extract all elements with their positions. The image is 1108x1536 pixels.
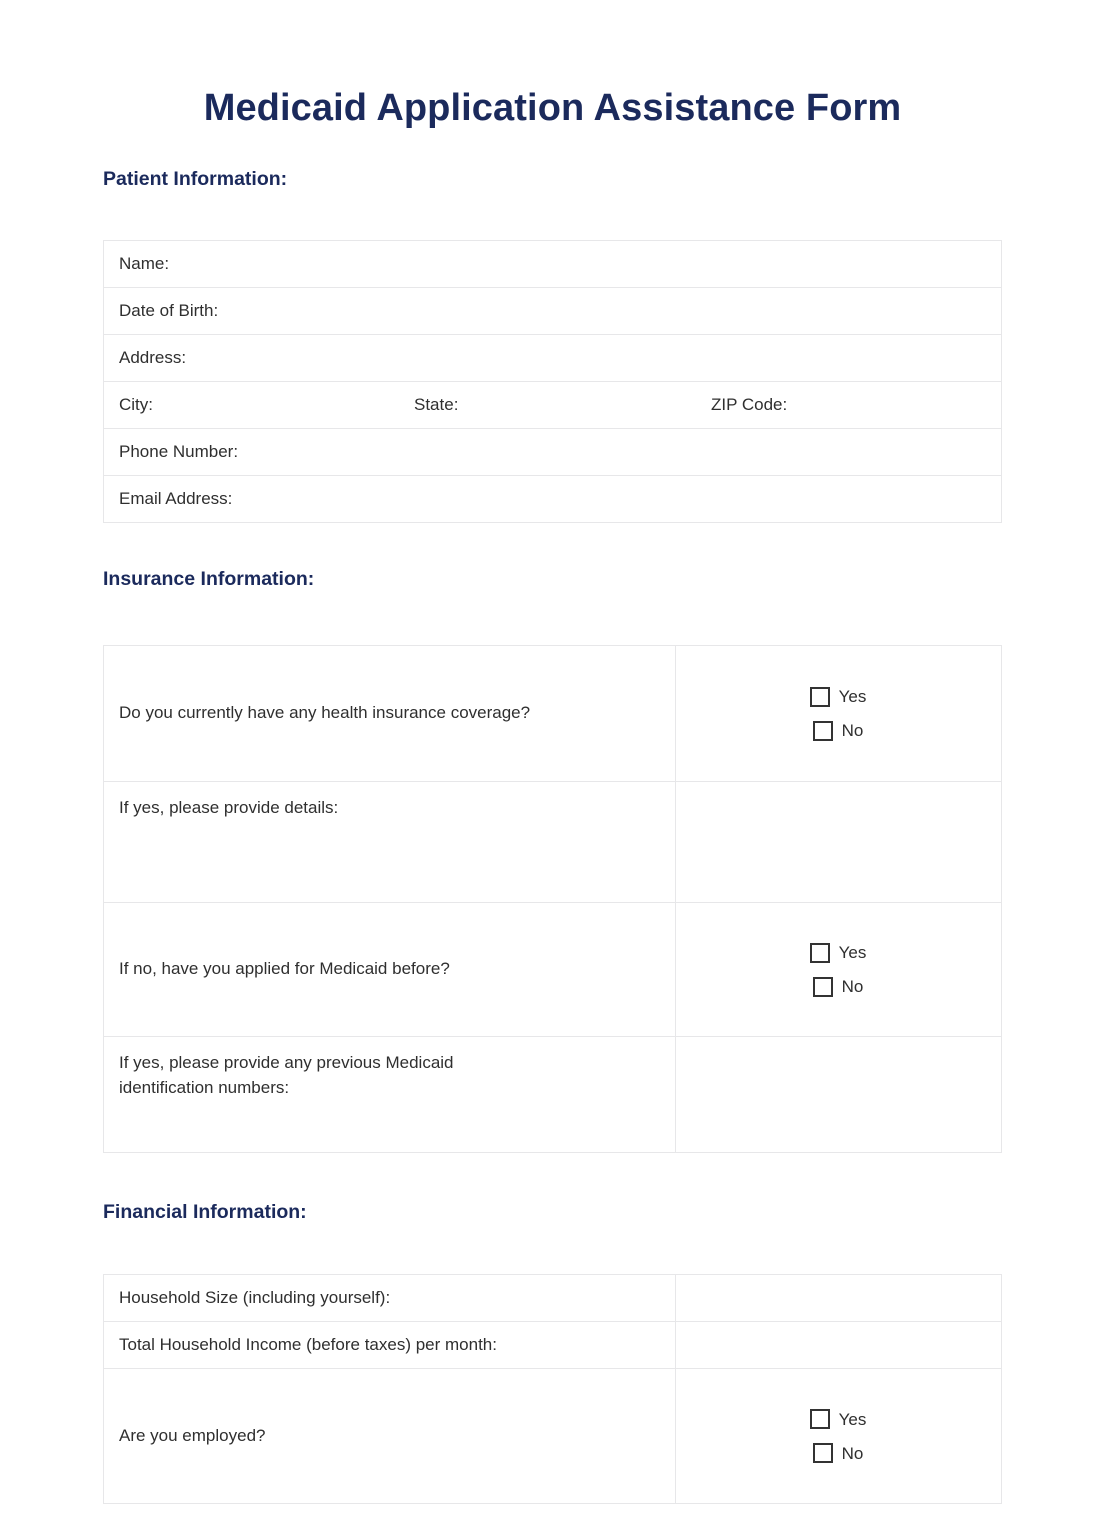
checkbox-option-yes[interactable] xyxy=(810,943,867,963)
insurance-information-table xyxy=(103,645,1002,1153)
question-are-you-employed: Are you employed? xyxy=(119,1425,266,1445)
checkbox-icon[interactable] xyxy=(810,1409,830,1429)
checkbox-label: No xyxy=(841,721,864,740)
answer-applied-medicaid-before xyxy=(675,903,1001,1036)
table-row xyxy=(104,476,1001,523)
table-row xyxy=(104,1037,1001,1153)
field-label-zip-code[interactable]: ZIP Code: xyxy=(711,394,788,414)
checkbox-label: Yes xyxy=(838,687,867,706)
section-heading-patient: Patient Information: xyxy=(103,168,288,190)
checkbox-icon[interactable] xyxy=(810,943,830,963)
answer-are-you-employed xyxy=(675,1369,1001,1503)
table-row xyxy=(104,903,1001,1037)
table-row xyxy=(104,1322,1001,1369)
table-row xyxy=(104,429,1001,476)
checkbox-label: Yes xyxy=(838,943,867,962)
field-label-date-of-birth[interactable]: Date of Birth: xyxy=(119,300,219,320)
checkbox-label: No xyxy=(841,977,864,996)
table-row xyxy=(104,782,1001,903)
section-heading-insurance: Insurance Information: xyxy=(103,568,315,590)
checkbox-option-yes[interactable] xyxy=(810,687,867,707)
question-line-2: identification numbers: xyxy=(119,1077,290,1097)
question-previous-medicaid-id-numbers xyxy=(104,1037,675,1152)
question-total-household-income: Total Household Income (before taxes) per month: xyxy=(119,1334,497,1354)
table-row xyxy=(104,646,1001,782)
financial-information-table xyxy=(103,1274,1002,1504)
table-row xyxy=(104,335,1001,382)
field-label-state[interactable]: State: xyxy=(414,394,459,414)
answer-insurance-details[interactable] xyxy=(675,782,1001,902)
question-household-size: Household Size (including yourself): xyxy=(119,1287,391,1307)
checkbox-label: Yes xyxy=(838,1409,867,1429)
field-label-phone-number[interactable]: Phone Number: xyxy=(119,441,239,461)
checkbox-option-yes[interactable] xyxy=(810,1409,867,1429)
field-label-name[interactable]: Name: xyxy=(119,253,170,273)
table-row xyxy=(104,1275,1001,1322)
checkbox-option-no[interactable] xyxy=(813,977,864,997)
section-heading-financial: Financial Information: xyxy=(103,1201,307,1223)
checkbox-icon[interactable] xyxy=(813,1443,833,1463)
checkbox-option-no[interactable] xyxy=(813,1443,864,1463)
table-row xyxy=(104,1369,1001,1504)
table-row xyxy=(104,241,1001,288)
question-applied-medicaid-before: If no, have you applied for Medicaid before? xyxy=(119,959,450,979)
answer-current-insurance-coverage xyxy=(675,646,1001,781)
patient-information-table xyxy=(103,240,1002,523)
checkbox-icon[interactable] xyxy=(813,977,833,997)
field-label-address[interactable]: Address: xyxy=(119,347,187,367)
question-insurance-details: If yes, please provide details: xyxy=(119,798,339,817)
answer-household-size[interactable] xyxy=(675,1275,1001,1321)
page-title: Medicaid Application Assistance Form xyxy=(203,87,902,129)
question-current-insurance-coverage: Do you currently have any health insurance coverage? xyxy=(119,703,531,723)
checkbox-icon[interactable] xyxy=(810,687,830,707)
checkbox-label: No xyxy=(841,1443,864,1463)
table-row xyxy=(104,288,1001,335)
field-label-email-address[interactable]: Email Address: xyxy=(119,488,233,508)
table-row xyxy=(104,382,1001,429)
checkbox-icon[interactable] xyxy=(813,721,833,741)
answer-previous-medicaid-id-numbers[interactable] xyxy=(675,1037,1001,1152)
answer-total-household-income[interactable] xyxy=(675,1322,1001,1368)
question-line-1: If yes, please provide any previous Medicaid xyxy=(119,1053,454,1072)
field-label-city[interactable]: City: xyxy=(119,394,153,414)
field-group-city-state-zip xyxy=(104,382,1001,428)
checkbox-option-no[interactable] xyxy=(813,721,864,741)
